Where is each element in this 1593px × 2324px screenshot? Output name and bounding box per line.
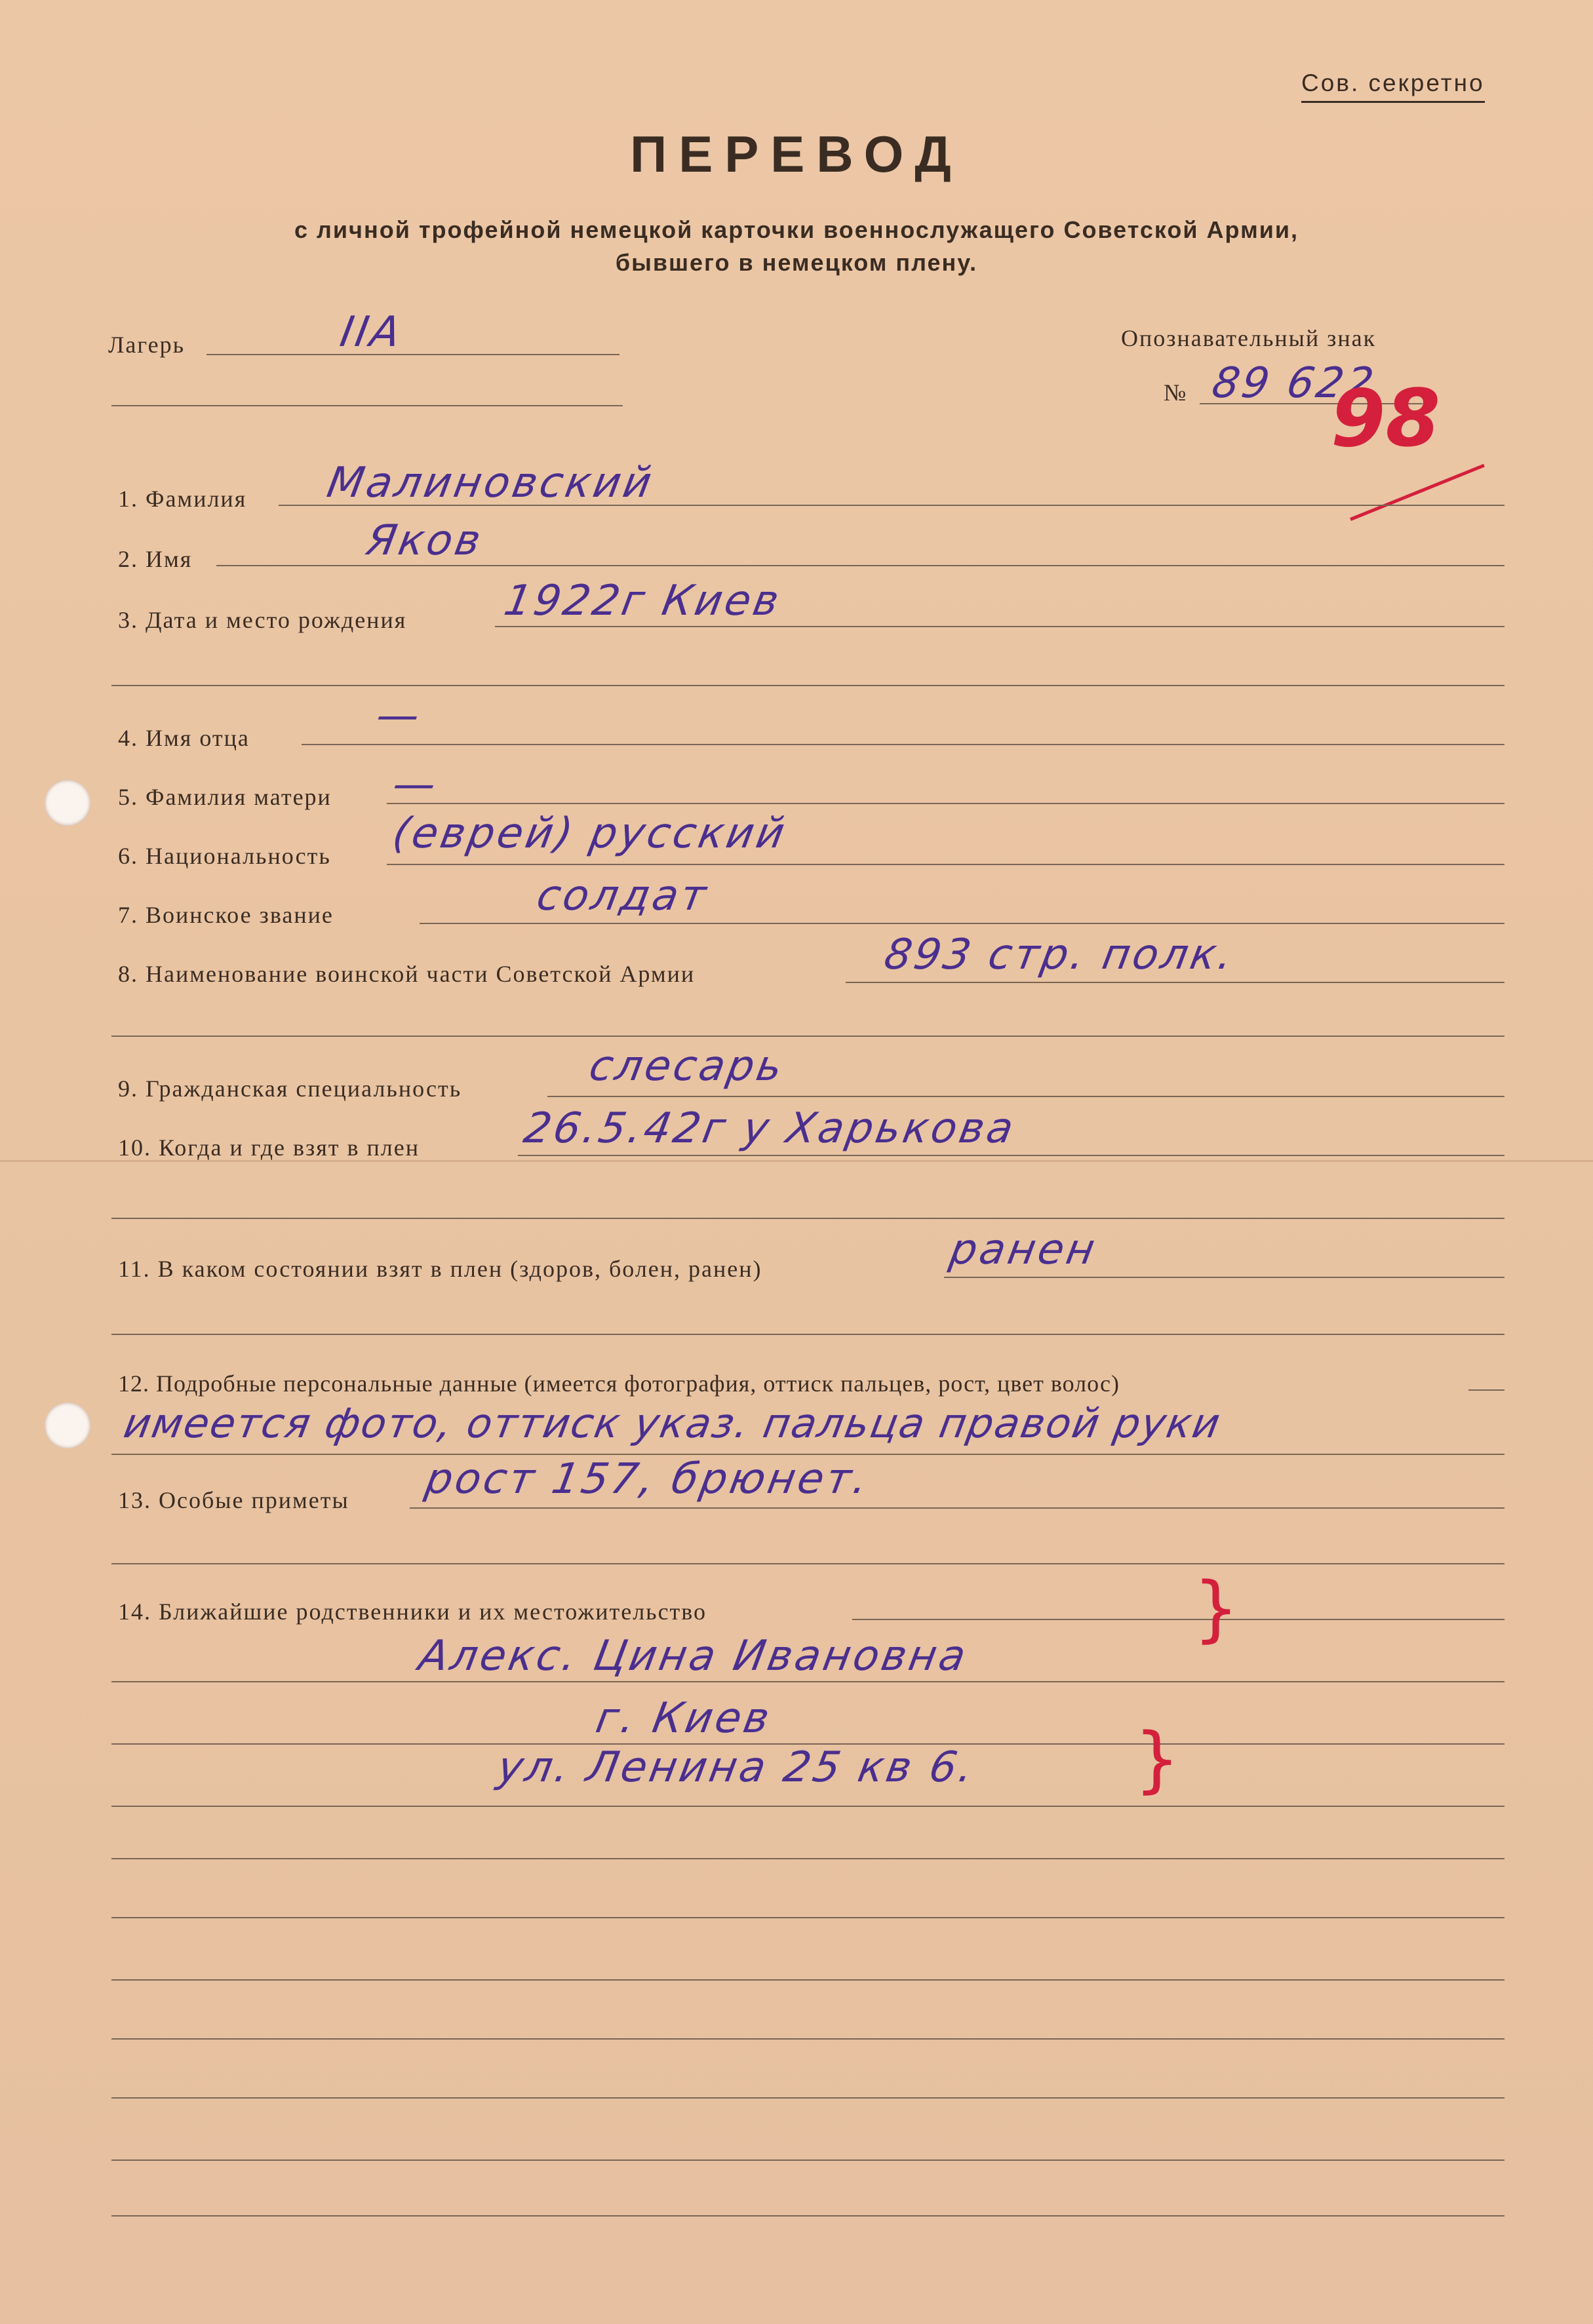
field-13-line-2 bbox=[111, 1563, 1504, 1564]
field-14-line-10 bbox=[111, 2159, 1504, 2161]
camp-label: Лагерь bbox=[108, 332, 186, 358]
field-6-label: 6. Национальность bbox=[118, 843, 331, 869]
field-10-value: 26.5.42г у Харькова bbox=[520, 1104, 1020, 1153]
field-2-value: Яков bbox=[363, 516, 487, 565]
field-9-label: 9. Гражданская специальность bbox=[118, 1075, 462, 1102]
field-14-line-2 bbox=[111, 1681, 1504, 1682]
field-2-label: 2. Имя bbox=[118, 546, 193, 572]
field-14-line-5 bbox=[111, 1858, 1504, 1859]
field-8-label: 8. Наименование воинской части Советской Армии bbox=[118, 961, 696, 987]
camp-value: IIA bbox=[336, 308, 407, 357]
field-12-label: 12. Подробные персональные данные (имеется фотография, оттиск пальцев, рост, цвет волос) bbox=[118, 1370, 1120, 1397]
camp-line-2 bbox=[111, 405, 623, 406]
red-pencil-mark: 98 bbox=[1331, 374, 1440, 465]
field-2-line bbox=[216, 565, 1504, 566]
field-11-label: 11. В каком состоянии взят в плен (здоров, болен, ранен) bbox=[118, 1256, 762, 1282]
field-11-value: ранен bbox=[946, 1226, 1101, 1274]
field-14-line-9 bbox=[111, 2097, 1504, 2099]
field-3-line bbox=[495, 626, 1504, 627]
tag-value: 89 622 bbox=[1208, 359, 1380, 408]
field-3-label: 3. Дата и место рождения bbox=[118, 607, 407, 633]
punch-hole-top bbox=[45, 780, 90, 826]
field-13-line bbox=[410, 1507, 1504, 1509]
field-14-line-11 bbox=[111, 2215, 1504, 2217]
field-14-line-8 bbox=[111, 2038, 1504, 2040]
field-7-label: 7. Воинское звание bbox=[118, 902, 334, 928]
secret-label: Сов. секретно bbox=[1301, 69, 1485, 103]
field-11-line bbox=[944, 1277, 1504, 1278]
field-14-relative-name: Алекс. Цина Ивановна bbox=[415, 1632, 972, 1680]
red-pencil-bracket-top: } bbox=[1193, 1566, 1239, 1650]
field-10-line bbox=[518, 1155, 1504, 1156]
field-4-line bbox=[302, 744, 1504, 745]
field-14-line-7 bbox=[111, 1979, 1504, 1981]
field-11-line-2 bbox=[111, 1334, 1504, 1335]
field-10-line-2 bbox=[111, 1218, 1504, 1219]
field-8-line-2 bbox=[111, 1036, 1504, 1037]
field-6-line bbox=[387, 864, 1504, 865]
field-8-line bbox=[846, 982, 1504, 983]
field-8-value: 893 стр. полк. bbox=[880, 931, 1239, 979]
field-13-label: 13. Особые приметы bbox=[118, 1487, 349, 1513]
field-7-line bbox=[420, 923, 1504, 924]
camp-line bbox=[206, 354, 620, 355]
field-14-line-6 bbox=[111, 1917, 1504, 1918]
document-title: ПЕРЕВОД bbox=[630, 125, 963, 183]
field-3-value: 1922г Киев bbox=[500, 577, 785, 625]
tag-number-prefix: № bbox=[1164, 379, 1188, 406]
document-subtitle-line2: бывшего в немецком плену. bbox=[615, 249, 978, 276]
red-pencil-bracket-bottom: } bbox=[1134, 1717, 1180, 1801]
field-5-value: — bbox=[389, 760, 442, 809]
field-1-value: Малиновский bbox=[323, 459, 658, 507]
field-1-label: 1. Фамилия bbox=[118, 486, 247, 512]
field-14-line bbox=[852, 1619, 1504, 1620]
field-12-value: имеется фото, оттиск указ. пальца правой руки bbox=[120, 1399, 1225, 1447]
field-9-value: слесарь bbox=[585, 1042, 789, 1091]
field-14-relative-city: г. Киев bbox=[592, 1694, 776, 1743]
field-5-label: 5. Фамилия матери bbox=[118, 784, 332, 810]
field-7-value: солдат bbox=[533, 872, 713, 920]
field-9-line bbox=[547, 1096, 1504, 1097]
field-6-value: (еврей) русский bbox=[389, 809, 791, 858]
field-5-line bbox=[387, 803, 1504, 804]
field-10-label: 10. Когда и где взят в плен bbox=[118, 1134, 420, 1161]
field-4-value: — bbox=[372, 691, 426, 740]
field-14-label: 14. Ближайшие родственники и их местожительство bbox=[118, 1598, 707, 1625]
tag-label: Опознавательный знак bbox=[1121, 325, 1377, 351]
field-3-line-2 bbox=[111, 685, 1504, 686]
field-12-line bbox=[1468, 1389, 1504, 1391]
field-13-value: рост 157, брюнет. bbox=[422, 1455, 874, 1503]
document-subtitle-line1: с личной трофейной немецкой карточки военнослужащего Советской Армии, bbox=[294, 216, 1299, 243]
field-14-line-4 bbox=[111, 1806, 1504, 1807]
field-4-label: 4. Имя отца bbox=[118, 725, 250, 751]
punch-hole-bottom bbox=[45, 1403, 90, 1448]
red-pencil-stroke bbox=[1350, 464, 1485, 521]
field-14-relative-address: ул. Ленина 25 кв 6. bbox=[494, 1743, 979, 1792]
